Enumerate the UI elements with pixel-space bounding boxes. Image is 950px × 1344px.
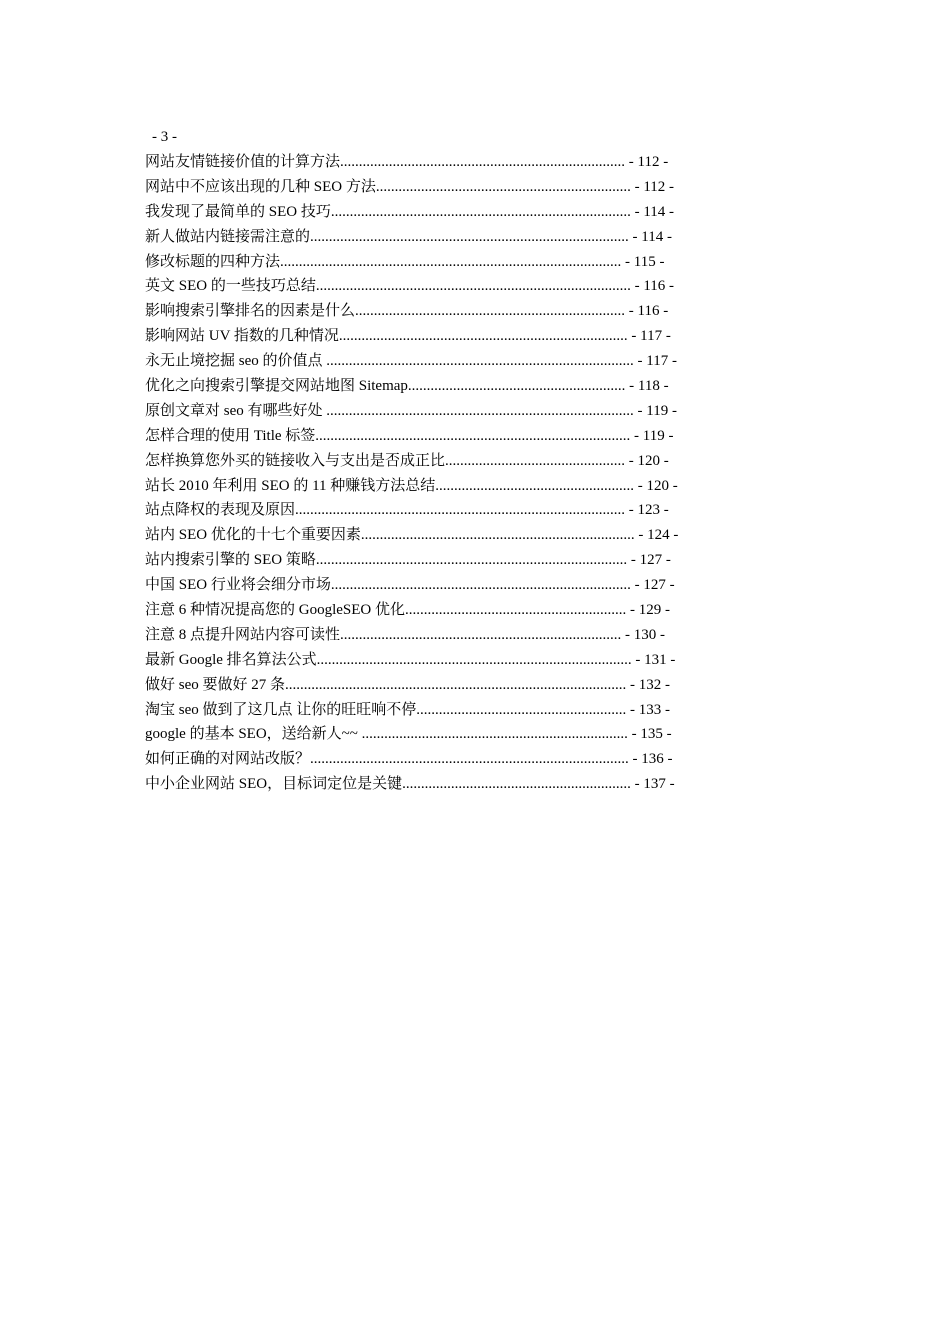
toc-leader-dots: ....................................................................... bbox=[361, 726, 628, 743]
toc-entry[interactable] bbox=[145, 376, 765, 401]
toc-entry-title: 影响网站 UV 指数的几种情况 bbox=[145, 328, 339, 345]
toc-page-number: - 124 - bbox=[634, 527, 679, 544]
toc-entry-title: 注意 8 点提升网站内容可读性 bbox=[145, 626, 341, 643]
toc-page-number: - 131 - bbox=[631, 651, 676, 668]
toc-page-number: - 135 - bbox=[627, 726, 672, 743]
toc-entry[interactable] bbox=[145, 301, 765, 326]
toc-leader-dots: .......................................................... bbox=[407, 378, 626, 395]
toc-entry-title: 站内搜索引擎的 SEO 策略 bbox=[145, 552, 316, 569]
toc-entry[interactable] bbox=[145, 625, 765, 650]
toc-page-number: - 114 - bbox=[630, 203, 675, 220]
toc-page-number: - 136 - bbox=[628, 751, 673, 768]
toc-entry-title: 优化之向搜索引擎提交网站地图 Sitemap bbox=[145, 378, 408, 395]
toc-leader-dots: .................................................................................. bbox=[326, 353, 634, 370]
toc-entry[interactable] bbox=[145, 202, 765, 227]
page-number: - 3 - bbox=[152, 129, 177, 145]
toc-page-number: - 120 - bbox=[625, 452, 669, 469]
toc-entry-title: 我发现了最简单的 SEO 技巧 bbox=[145, 203, 331, 220]
toc-leader-dots: ................................................................................... bbox=[315, 552, 628, 569]
toc-leader-dots: .................................................................................... bbox=[315, 427, 631, 444]
toc-entry-title: 怎样合理的使用 Title 标签 bbox=[145, 427, 316, 444]
toc-leader-dots: ........................................................................... bbox=[340, 626, 622, 643]
toc-entry[interactable] bbox=[145, 177, 765, 202]
toc-entry[interactable] bbox=[145, 476, 765, 501]
toc-entry[interactable] bbox=[145, 600, 765, 625]
toc-page-number: - 112 - bbox=[625, 154, 669, 170]
toc-page-number: - 123 - bbox=[625, 502, 669, 519]
toc-page-number: - 117 - bbox=[627, 328, 671, 345]
toc-page-number: - 115 - bbox=[621, 253, 665, 270]
toc-leader-dots: ..................................................................................... bbox=[310, 228, 629, 245]
toc-page-number: - 127 - bbox=[627, 552, 671, 569]
toc-leader-dots: ............................................................................. bbox=[338, 328, 628, 345]
toc-leader-dots: .................................................................................... bbox=[315, 278, 631, 295]
toc-page-number: - 120 - bbox=[634, 477, 678, 494]
toc-entry-title: 影响搜索引擎排名的因素是什么 bbox=[145, 303, 356, 320]
toc-leader-dots: ......................................................................... bbox=[360, 527, 635, 544]
toc-entry-title: 注意 6 种情况提高您的 GoogleSEO 优化 bbox=[145, 602, 405, 619]
toc-entry[interactable] bbox=[145, 451, 765, 476]
toc-entry[interactable] bbox=[145, 525, 765, 550]
toc-entry-title: google 的基本 SEO，送给新人~~ bbox=[145, 726, 362, 743]
toc-leader-dots: ........................................................................ bbox=[355, 303, 626, 320]
toc-entry[interactable] bbox=[145, 575, 765, 600]
toc-entry[interactable] bbox=[145, 749, 765, 774]
toc-entry[interactable] bbox=[145, 252, 765, 277]
toc-leader-dots: ............................................................. bbox=[402, 776, 631, 793]
toc-leader-dots: ..................................................................................... bbox=[310, 751, 629, 768]
toc-page-number: - 137 - bbox=[630, 776, 675, 793]
toc-entry[interactable] bbox=[145, 700, 765, 725]
toc-entry-title: 网站中不应该出现的几种 SEO 方法 bbox=[145, 178, 376, 195]
toc-entry[interactable] bbox=[145, 500, 765, 525]
toc-page-number: - 129 - bbox=[626, 602, 670, 619]
toc-entry[interactable] bbox=[145, 227, 765, 252]
toc-entry-title: 中国 SEO 行业将会细分市场 bbox=[145, 577, 331, 594]
toc-entry[interactable] bbox=[145, 724, 765, 749]
toc-entry-title: 怎样换算您外买的链接收入与支出是否成正比 bbox=[145, 452, 446, 469]
toc-entry-title: 做好 seo 要做好 27 条 bbox=[145, 676, 285, 693]
toc-leader-dots: ........................................................... bbox=[405, 602, 627, 619]
toc-entry-title: 英文 SEO 的一些技巧总结 bbox=[145, 278, 316, 295]
toc-entry[interactable] bbox=[145, 650, 765, 675]
toc-leader-dots: ........................................................................................... bbox=[280, 253, 622, 270]
toc-leader-dots: ................................................................................ bbox=[330, 203, 631, 220]
toc-entry-title: 站内 SEO 优化的十七个重要因素 bbox=[145, 527, 361, 544]
toc-page-number: - 116 - bbox=[630, 278, 675, 295]
toc-page-number: - 133 - bbox=[626, 701, 670, 718]
toc-entry[interactable] bbox=[145, 774, 765, 799]
toc-leader-dots: ................................................ bbox=[445, 452, 626, 469]
toc-page-number: - 114 - bbox=[628, 228, 672, 245]
toc-entry-title: 新人做站内链接需注意的 bbox=[145, 228, 311, 245]
toc-entry[interactable] bbox=[145, 152, 765, 177]
toc-leader-dots: ..................................................... bbox=[435, 477, 635, 494]
toc-entry-title: 网站友情链接价值的计算方法 bbox=[145, 154, 341, 170]
toc-page-number: - 130 - bbox=[621, 626, 666, 643]
toc-leader-dots: ........................................................................................ bbox=[295, 502, 626, 519]
toc-entry[interactable] bbox=[145, 326, 765, 351]
toc-entry-title: 最新 Google 排名算法公式 bbox=[145, 651, 317, 668]
toc-page-number: - 117 - bbox=[633, 353, 677, 370]
toc-entry[interactable] bbox=[145, 426, 765, 451]
toc-leader-dots: ........................................................ bbox=[416, 701, 627, 718]
toc-leader-dots: ............................................................................ bbox=[340, 154, 626, 170]
toc-entry-title: 站点降权的表现及原因 bbox=[145, 502, 296, 519]
toc-entry[interactable] bbox=[145, 675, 765, 700]
toc-entry-title: 淘宝 seo 做到了这几点 让你的旺旺响不停 bbox=[145, 701, 417, 718]
toc-entry[interactable] bbox=[145, 401, 765, 426]
toc-page-number: - 112 - bbox=[630, 178, 675, 195]
toc-page-number: - 116 - bbox=[625, 303, 669, 320]
toc-entry[interactable] bbox=[145, 550, 765, 575]
toc-page-number: - 119 - bbox=[630, 427, 674, 444]
toc-leader-dots: .................................................................... bbox=[375, 178, 631, 195]
toc-leader-dots: .................................................................................... bbox=[316, 651, 632, 668]
toc-entry[interactable] bbox=[145, 276, 765, 301]
toc-entry[interactable] bbox=[145, 351, 765, 376]
toc-page-number: - 119 - bbox=[633, 402, 677, 419]
toc-entry-title: 中小企业网站 SEO，目标词定位是关键 bbox=[145, 776, 403, 793]
toc-entry-title: 如何正确的对网站改版？ bbox=[145, 751, 311, 768]
toc-page-number: - 118 - bbox=[625, 378, 669, 395]
toc-page-number: - 127 - bbox=[630, 577, 675, 594]
toc-page-number: - 132 - bbox=[626, 676, 670, 693]
toc-entry-title: 永无止境挖掘 seo 的价值点 bbox=[145, 353, 327, 370]
toc-leader-dots: ................................................................................ bbox=[330, 577, 631, 594]
toc-entry-title: 修改标题的四种方法 bbox=[145, 253, 281, 270]
toc-leader-dots: ........................................................................................... bbox=[285, 676, 627, 693]
table-of-contents bbox=[145, 152, 765, 799]
toc-leader-dots: .................................................................................. bbox=[326, 402, 634, 419]
toc-entry-title: 站长 2010 年利用 SEO 的 11 种赚钱方法总结 bbox=[145, 477, 436, 494]
toc-entry-title: 原创文章对 seo 有哪些好处 bbox=[145, 402, 327, 419]
